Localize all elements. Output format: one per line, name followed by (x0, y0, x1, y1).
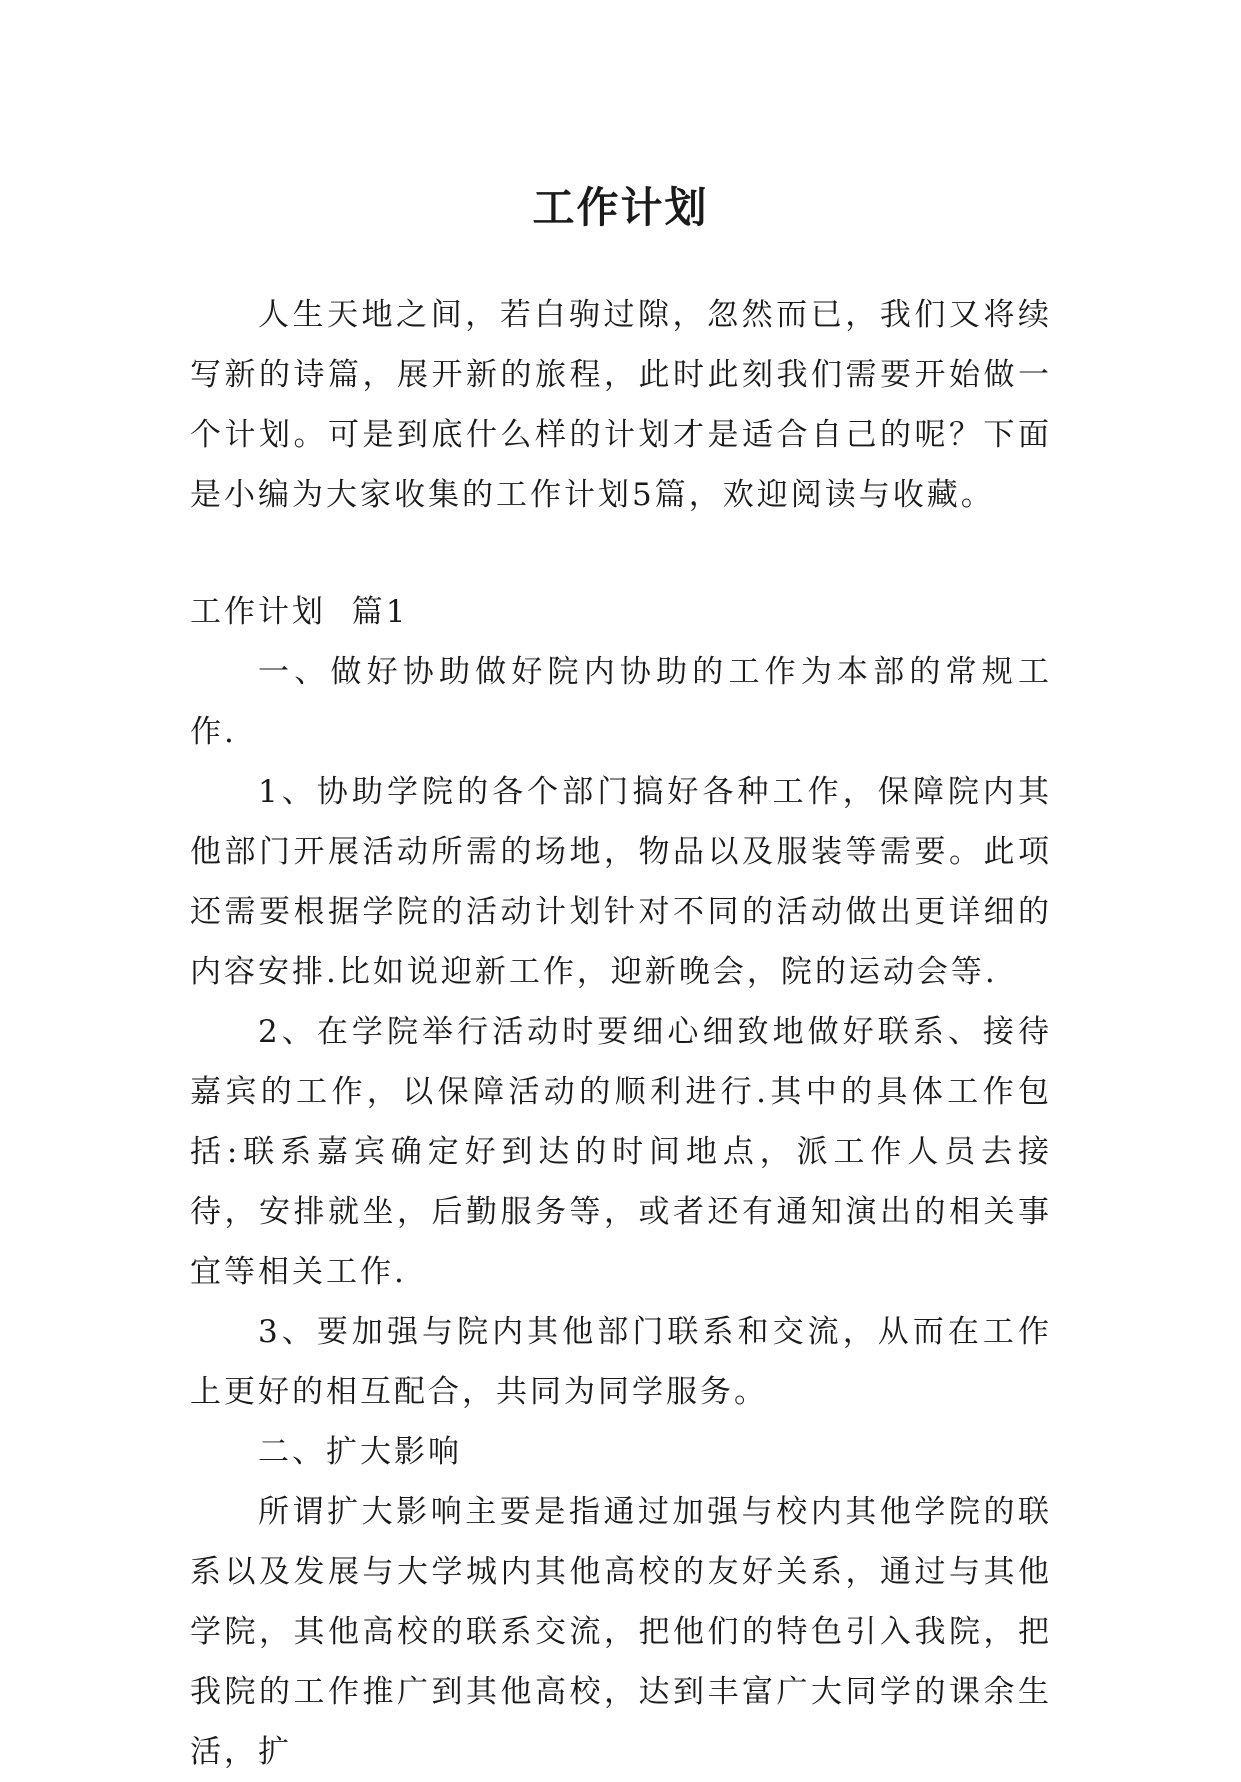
document-title: 工作计划 (532, 183, 709, 233)
paragraph: 2、在学院举行活动时要细心细致地做好联系、接待嘉宾的工作，以保障活动的顺利进行.其中的具体工作包括:联系嘉宾确定好到达的时间地点，派工作人员去接待，安排就坐，后勤服务等，或者还有通知演出的相关事宜等相关工作. (190, 1014, 1052, 1290)
paragraph: 3、要加强与院内其他部门联系和交流，从而在工作上更好的相互配合，共同为同学服务。 (190, 1314, 1052, 1410)
paragraph: 所谓扩大影响主要是指通过加强与校内其他学院的联系以及发展与大学城内其他高校的友好关系，通过与其他学院，其他高校的联系交流，把他们的特色引入我院，把我院的工作推广到其他高校，达到丰富广大同学的课余生活，扩 (190, 1494, 1052, 1770)
section-block (190, 582, 1052, 1782)
paragraph: 1、协助学院的各个部门搞好各种工作，保障院内其他部门开展活动所需的场地，物品以及服装等需要。此项还需要根据学院的活动计划针对不同的活动做出更详细的内容安排.比如说迎新工作，迎新晚会，院的运动会等. (190, 774, 1052, 990)
intro-block (190, 285, 1052, 525)
subheading-paragraph: 二、扩大影响 (258, 1434, 462, 1470)
section-heading: 工作计划 篇1 (190, 594, 409, 630)
intro-paragraph: 人生天地之间，若白驹过隙，忽然而已，我们又将续写新的诗篇，展开新的旅程，此时此刻我们需要开始做一个计划。可是到底什么样的计划才是适合自己的呢？下面是小编为大家收集的工作计划5篇，欢迎阅读与收藏。 (190, 297, 1052, 513)
paragraph: 一、做好协助做好院内协助的工作为本部的常规工作. (190, 654, 1052, 750)
